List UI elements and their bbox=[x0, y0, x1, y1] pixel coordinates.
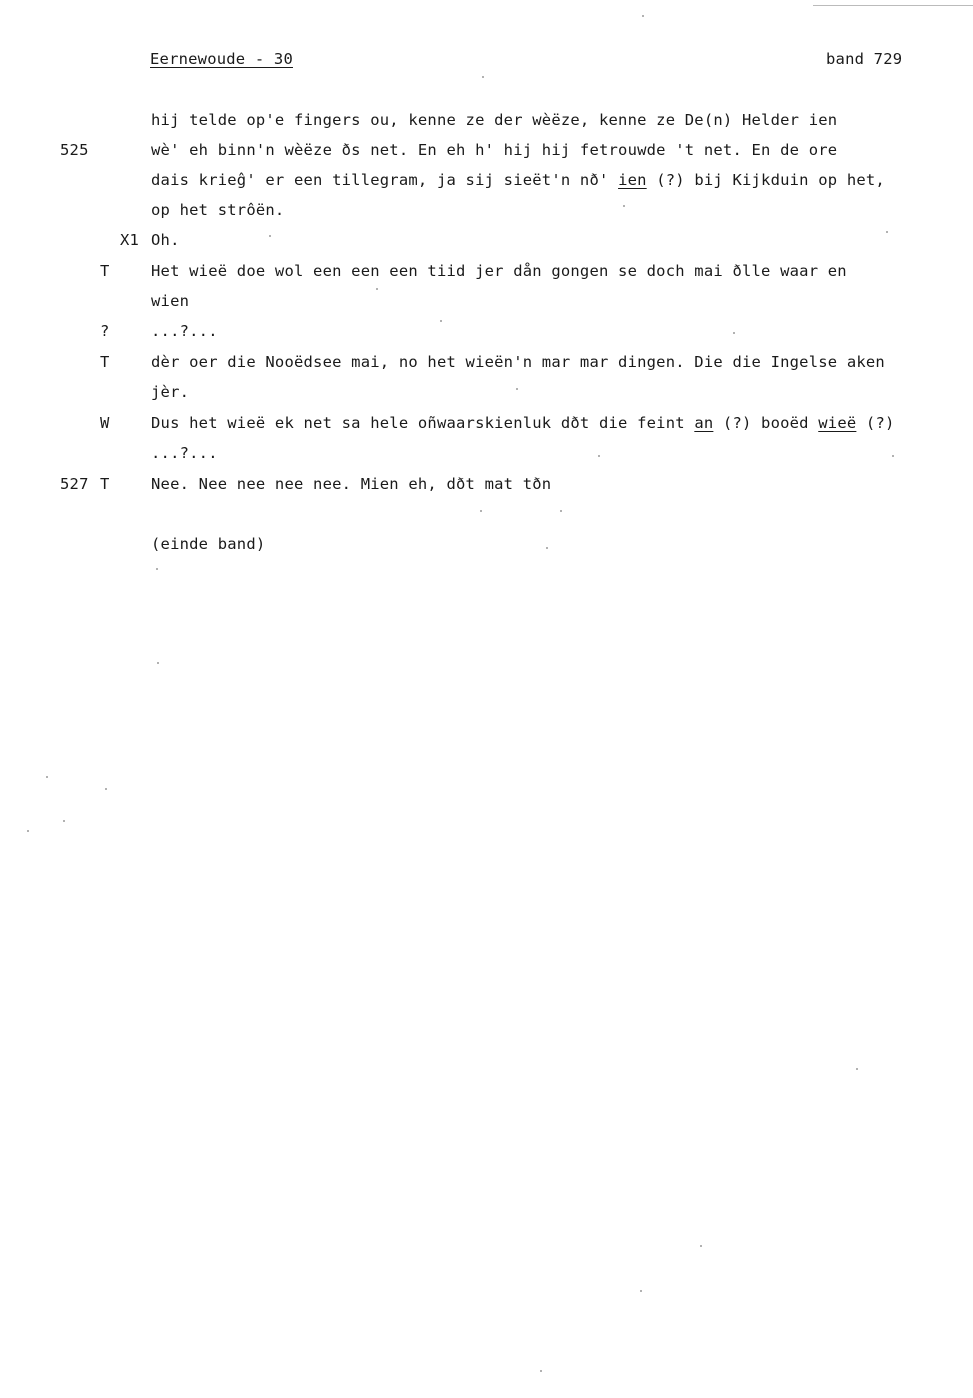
scan-speck bbox=[546, 547, 548, 549]
transcript-line: ...?... bbox=[151, 444, 218, 462]
underlined-word: wieë bbox=[818, 414, 857, 432]
scan-speck bbox=[157, 662, 159, 664]
transcript-line bbox=[151, 413, 895, 433]
scan-speck bbox=[376, 288, 378, 290]
underlined-word: an bbox=[694, 414, 714, 432]
scan-speck bbox=[886, 231, 888, 233]
text-segment: (?) booëd bbox=[713, 414, 819, 432]
scan-speck bbox=[540, 1370, 542, 1372]
scan-speck bbox=[105, 788, 107, 790]
scan-speck bbox=[516, 388, 518, 390]
speaker-label: T bbox=[100, 475, 110, 493]
line-number: 525 bbox=[60, 141, 89, 159]
scan-speck bbox=[46, 776, 48, 778]
line-number: 527 bbox=[60, 475, 89, 493]
page-title: Eernewoude - 30 bbox=[150, 50, 293, 68]
text-segment: (?) bbox=[856, 414, 895, 432]
transcript-line: ...?... bbox=[151, 322, 218, 340]
scan-speck bbox=[27, 830, 29, 832]
band-number: band 729 bbox=[826, 50, 903, 68]
speaker-label: W bbox=[100, 414, 110, 432]
scan-speck bbox=[700, 1245, 702, 1247]
transcript-line: Het wieë doe wol een een een tiid jer dån gongen se doch mai ðlle waar en bbox=[151, 262, 847, 280]
scan-speck bbox=[642, 15, 644, 17]
text-segment: Dus het wieë ek net sa hele oñwaarskienluk dðt die feint bbox=[151, 414, 695, 432]
scan-speck bbox=[640, 1290, 642, 1292]
scan-speck bbox=[63, 820, 65, 822]
transcript-line: wien bbox=[151, 292, 190, 310]
underlined-word: ien bbox=[618, 171, 647, 189]
scan-speck bbox=[856, 1068, 858, 1070]
closing-note: (einde band) bbox=[151, 535, 266, 553]
speaker-label: X1 bbox=[120, 231, 140, 249]
transcript-line: jèr. bbox=[151, 383, 190, 401]
transcript-line: wè' eh binn'n wèëze ðs net. En eh h' hij hij fetrouwde 't net. En de ore bbox=[151, 141, 838, 159]
scan-speck bbox=[733, 332, 735, 334]
speaker-label: ? bbox=[100, 322, 110, 340]
transcript-line: dèr oer die Nooëdsee mai, no het wieën'n mar mar dingen. Die die Ingelse aken bbox=[151, 353, 885, 371]
scan-speck bbox=[598, 455, 600, 457]
scan-speck bbox=[156, 568, 158, 570]
speaker-label: T bbox=[100, 353, 110, 371]
scan-speck bbox=[480, 510, 482, 512]
transcript-line: op het strôën. bbox=[151, 201, 285, 219]
scan-speck bbox=[482, 76, 484, 78]
transcript-line: hij telde op'e fingers ou, kenne ze der wèëze, kenne ze De(n) Helder ien bbox=[151, 111, 838, 129]
top-rule bbox=[813, 5, 973, 6]
speaker-label: T bbox=[100, 262, 110, 280]
text-segment: (?) bij Kijkduin op het, bbox=[646, 171, 885, 189]
scan-speck bbox=[892, 455, 894, 457]
text-segment: dais krieĝ' er een tillegram, ja sij sieët'n nð' bbox=[151, 171, 619, 189]
scan-speck bbox=[560, 510, 562, 512]
transcript-line: Oh. bbox=[151, 231, 180, 249]
transcript-line bbox=[151, 170, 885, 190]
scan-speck bbox=[440, 320, 442, 322]
scan-speck bbox=[623, 205, 625, 207]
scan-speck bbox=[269, 235, 271, 237]
transcript-line: Nee. Nee nee nee nee. Mien eh, dðt mat tðn bbox=[151, 475, 552, 493]
